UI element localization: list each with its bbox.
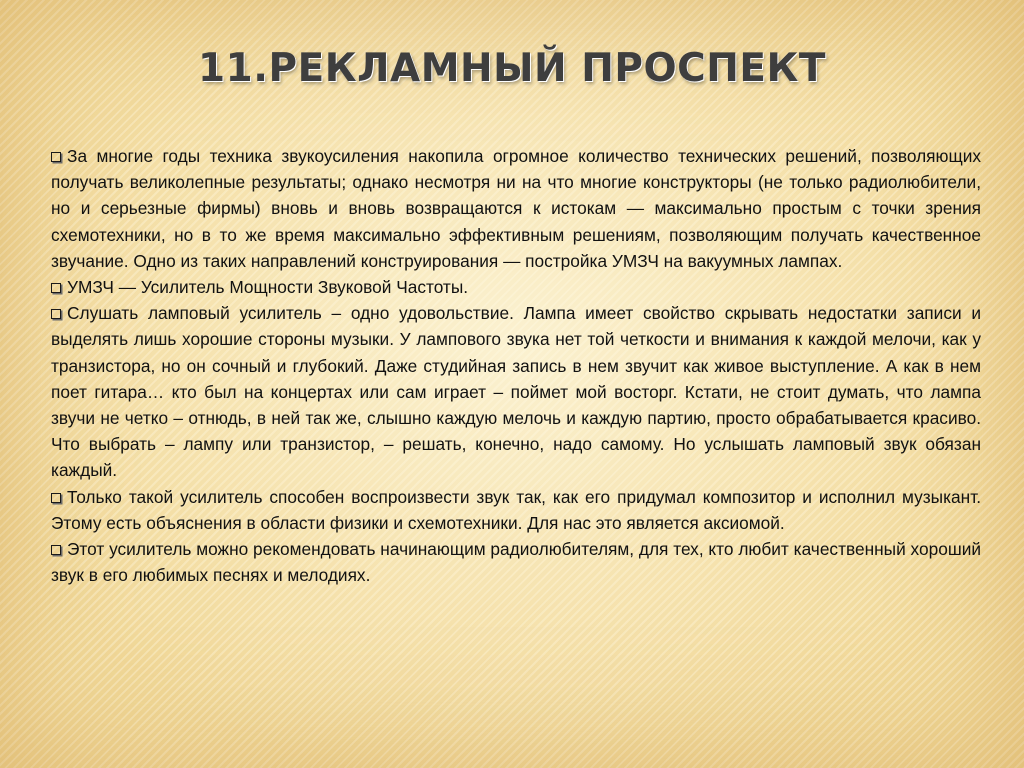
bullet-paragraph (51, 484, 981, 536)
checkbox-square-icon (51, 493, 61, 503)
checkbox-square-icon (51, 545, 61, 555)
paragraph-text: Этот усилитель можно рекомендовать начинающим радиолюбителям, для тех, кто любит качественный хороший звук в его любимых песнях и мелодиях. (51, 539, 981, 586)
paragraph-text: УМЗЧ — Усилитель Мощности Звуковой Частоты. (67, 277, 469, 298)
bullet-paragraph (51, 300, 981, 483)
slide-title: 11.РЕКЛАМНЫЙ ПРОСПЕКТ (197, 46, 827, 91)
paragraph-text: Слушать ламповый усилитель – одно удовольствие. Лампа имеет свойство скрывать недостатки записи и выделять лишь хорошие стороны музыки. У лампового звука нет той четкости и внимания к каждой мелочи, как у транзистора, но он сочный и глубокий. Даже студийная запись в нем звучит как живое выступление. А как в нем поет гитара… кто был на концертах или сам играет – поймет мой восторг. Кстати, не стоит думать, что лампа звучи не четко – отнюдь, в ней так же, слышно каждую мелочь и каждую партию, просто обрабатывается красиво. Что выбрать – лампу или транзистор, – решать, конечно, надо самому. Но услышать ламповый звук обязан каждый. (51, 303, 981, 481)
bullet-paragraph (51, 143, 981, 274)
bullet-paragraph (51, 536, 981, 588)
slide-body (51, 143, 981, 588)
paragraph-text: Только такой усилитель способен воспроизвести звук так, как его придумал композитор и исполнил музыкант. Этому есть объяснения в области физики и схемотехники. Для нас это является аксиомой. (51, 486, 981, 533)
checkbox-square-icon (51, 152, 61, 162)
checkbox-square-icon (51, 283, 61, 293)
bullet-paragraph (51, 274, 981, 300)
checkbox-square-icon (51, 309, 61, 319)
paragraph-text: За многие годы техника звукоусиления накопила огромное количество технических решений, позволяющих получать великолепные результаты; однако несмотря ни на что многие конструкторы (не только радиолюбители, но и серьезные фирмы) вновь и вновь возвращаются к истокам — максимально простым с точки зрения схемотехники, но в то же время максимально эффективным решениям, позволяющим получать качественное звучание. Одно из таких направлений конструирования — постройка УМЗЧ на вакуумных лампах. (51, 146, 981, 271)
